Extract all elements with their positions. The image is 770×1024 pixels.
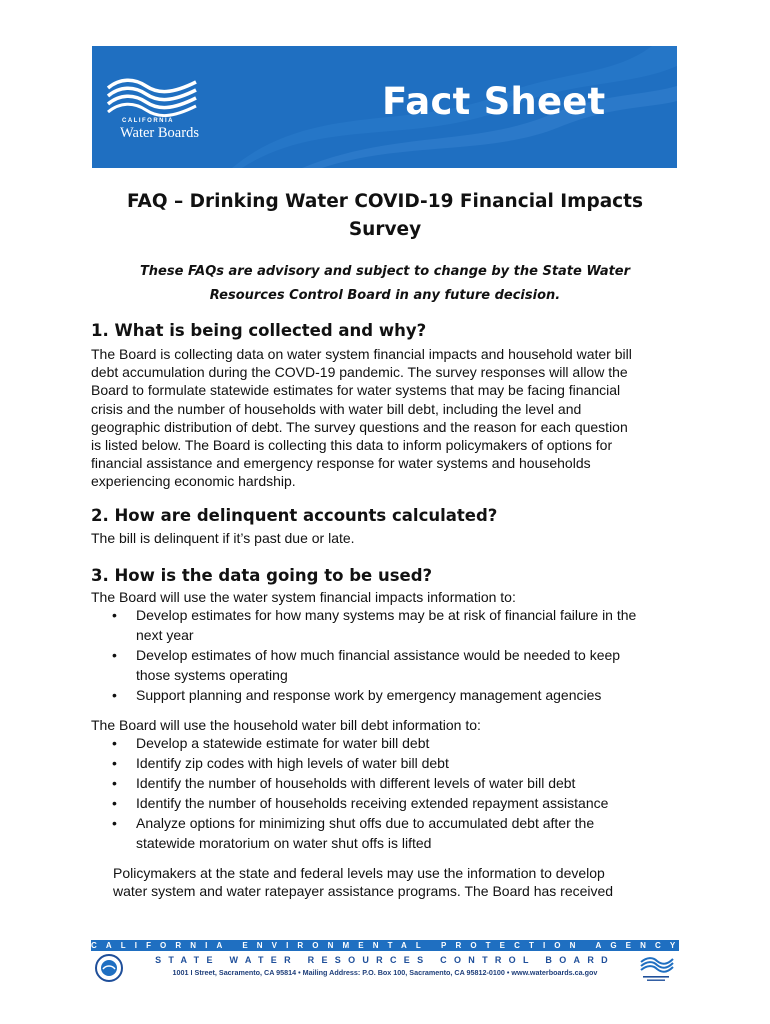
list-item bbox=[112, 773, 692, 793]
document-title-line-2: Survey bbox=[348, 219, 422, 240]
body-line: financial assistance and emergency response for water systems and households bbox=[91, 455, 591, 472]
list-item bbox=[112, 813, 692, 853]
body-line: Board to formulate statewide estimates for water systems that may be facing financial bbox=[91, 382, 621, 399]
list-item-line: Identify zip codes with high levels of water bill debt bbox=[136, 755, 449, 771]
footer-board: STATE WATER RESOURCES CONTROL BOARD bbox=[155, 955, 615, 965]
list-item-line: Support planning and response work by emergency management agencies bbox=[136, 687, 602, 703]
water-boards-logo bbox=[106, 74, 206, 154]
footer-agency: CALIFORNIA ENVIRONMENTAL PROTECTION AGENCY bbox=[91, 941, 685, 950]
list-item bbox=[112, 685, 692, 705]
bullet-icon: • bbox=[112, 755, 117, 771]
bullet-icon: • bbox=[112, 647, 117, 663]
body-line: debt accumulation during the COVD-19 pandemic. The survey responses will allow the bbox=[91, 364, 628, 381]
logo-state-label: CALIFORNIA bbox=[122, 118, 174, 124]
section-3-intro bbox=[91, 588, 691, 606]
logo-name: Water Boards bbox=[120, 125, 199, 141]
banner-title: Fact Sheet bbox=[382, 80, 606, 123]
body-line: Policymakers at the state and federal levels may use the information to develop bbox=[113, 865, 605, 881]
water-system-uses-list bbox=[112, 605, 692, 705]
list-item bbox=[112, 793, 692, 813]
fact-sheet-banner bbox=[92, 46, 677, 168]
body-line: geographic distribution of debt. The survey questions and the reason for each question bbox=[91, 418, 628, 435]
section-heading-1: 1. What is being collected and why? bbox=[91, 321, 427, 340]
list-item bbox=[112, 605, 692, 645]
bullet-icon: • bbox=[112, 775, 117, 791]
list-item-line: Identify the number of households with different levels of water bill debt bbox=[136, 775, 576, 791]
list-item bbox=[112, 733, 692, 753]
section-3-closing bbox=[113, 864, 693, 900]
list-item-line: those systems operating bbox=[136, 667, 288, 683]
body-line: crisis and the number of households with water bill debt, including the level and bbox=[91, 400, 582, 417]
bullet-icon: • bbox=[112, 815, 117, 831]
body-line: The Board will use the household water bill debt information to: bbox=[91, 717, 481, 733]
list-item-line: Develop estimates of how much financial assistance would be needed to keep bbox=[136, 647, 621, 663]
document-title-line-1: FAQ – Drinking Water COVID-19 Financial Impacts bbox=[126, 191, 644, 212]
list-item-line: statewide moratorium on water shut offs is lifted bbox=[136, 835, 432, 851]
water-boards-mini-logo-icon bbox=[637, 954, 675, 984]
list-item-line: next year bbox=[136, 627, 194, 643]
disclaimer-line-2: Resources Control Board in any future decision. bbox=[209, 288, 561, 303]
body-line: water system and water ratepayer assistance programs. The Board has received bbox=[113, 883, 614, 900]
waves-logo-icon bbox=[106, 74, 198, 118]
list-item-line: Identify the number of households receiving extended repayment assistance bbox=[136, 795, 609, 811]
section-3-intro-b bbox=[91, 716, 691, 734]
section-heading-3: 3. How is the data going to be used? bbox=[91, 566, 433, 585]
bullet-icon: • bbox=[112, 687, 117, 703]
body-line: The Board will use the water system financial impacts information to: bbox=[91, 589, 516, 605]
list-item-line: Develop a statewide estimate for water bill debt bbox=[136, 735, 430, 751]
section-heading-2: 2. How are delinquent accounts calculated? bbox=[91, 506, 498, 525]
disclaimer bbox=[92, 260, 678, 308]
section-1-body bbox=[91, 345, 691, 491]
list-item-line: Analyze options for minimizing shut offs due to accumulated debt after the bbox=[136, 815, 595, 831]
list-item-line: Develop estimates for how many systems may be at risk of financial failure in the bbox=[136, 607, 637, 623]
disclaimer-line-1: These FAQs are advisory and subject to change by the State Water bbox=[139, 264, 631, 279]
bullet-icon: • bbox=[112, 795, 117, 811]
footer-address: 1001 I Street, Sacramento, CA 95814 • Mailing Address: P.O. Box 100, Sacramento, CA 95812-0100 • www.waterboards.ca.gov bbox=[172, 968, 598, 977]
document-title bbox=[92, 188, 678, 244]
body-line: The bill is delinquent if it’s past due or late. bbox=[91, 530, 355, 546]
body-line: experiencing economic hardship. bbox=[91, 473, 296, 490]
body-line: is listed below. The Board is collecting this data to inform policymakers of options for bbox=[91, 437, 613, 454]
bullet-icon: • bbox=[112, 735, 117, 751]
list-item bbox=[112, 753, 692, 773]
bullet-icon: • bbox=[112, 607, 117, 623]
list-item bbox=[112, 645, 692, 685]
household-debt-uses-list bbox=[112, 733, 692, 853]
section-2-body bbox=[91, 529, 691, 547]
body-line: The Board is collecting data on water system financial impacts and household water bill bbox=[91, 346, 632, 362]
page-footer bbox=[91, 940, 685, 984]
